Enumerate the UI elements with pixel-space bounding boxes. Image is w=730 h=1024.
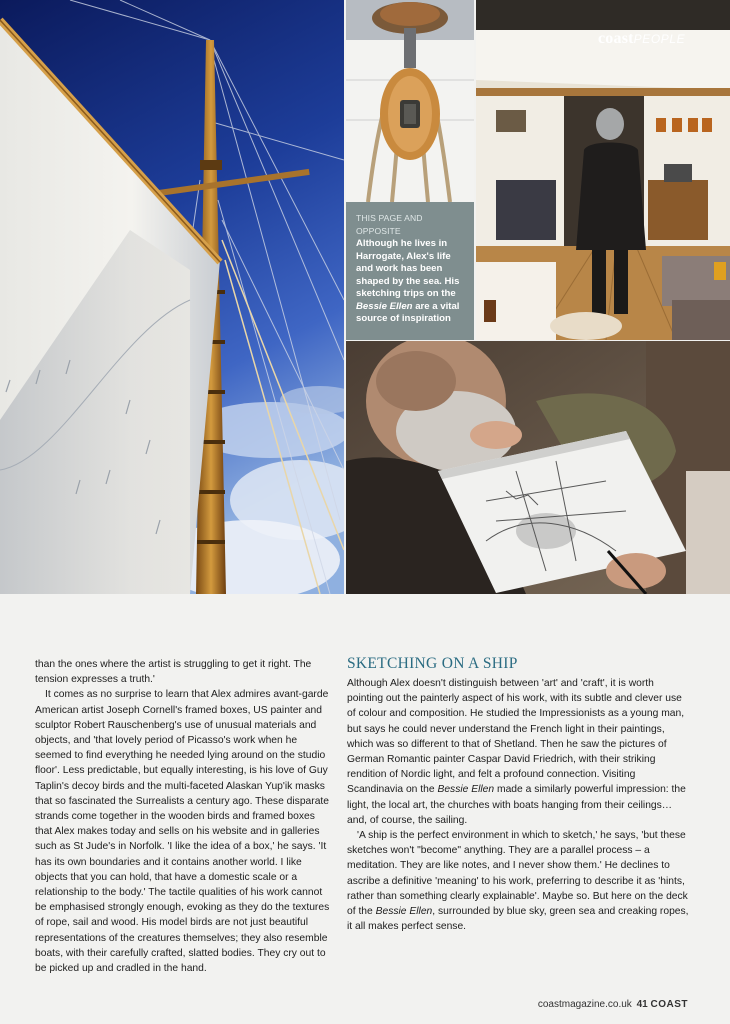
right-paragraph-2 [347, 828, 689, 934]
caption-heading: THIS PAGE AND OPPOSITE [356, 213, 423, 236]
left-paragraph-2: It comes as no surprise to learn that Alex admires avant-garde American artist Joseph Cornell's framed boxes, US painter and sculptor Robert Rauschenberg's use of unusual materials and objects, and 'that lovely period of Picasso's work when he seemed to find everything he needed lying around on the studio floor'. Less predictable, but equally interesting, is his love of Guy Taplin's decoy birds and the multi-faceted Alaskan Yup'ik masks that so fascinated the Surrealists a century ago. These disparate strands come together in the wooden birds and framed boxes that Alex makes today and sells on his website and in galleries such as St Jude's in Norfolk. 'I like the idea of a box,' he says. 'It has its own boundaries and it contains another world. I like objects that you can hold, that have a domestic scale or a relationship to the body.' The tactile qualities of his work cannot be emphasised strongly enough, evoking as they do the textures of rope, sail and wood. His model birds are not just beautiful representations of the creatures themselves; they also resemble boats, with their carefully crafted, slatted bodies. They cry out to be picked up and cradled in the hand. [35, 689, 330, 975]
page-footer [538, 999, 688, 1010]
caption-text [356, 238, 466, 326]
section-heading: SKETCHING ON A SHIP [347, 655, 518, 672]
section-tag-section: PEOPLE [633, 32, 686, 46]
right-p2-ship-name: Bessie Ellen [375, 906, 433, 918]
right-p2-text-b: , surrounded by blue sky, green sea and creaking ropes, it all makes perfect sense. [347, 906, 689, 933]
caption-line-1: Although he lives in Harrogate, Alex's life and work has been shaped by the sea. His sketching trips on the [356, 238, 460, 299]
section-tag-brand: coast [598, 30, 634, 47]
sail-mast-photo [0, 0, 344, 594]
article-right-column [347, 676, 689, 934]
footer-magazine-name: COAST [650, 999, 688, 1010]
caption-ship-name: Bessie Ellen [356, 300, 413, 312]
right-p1-ship-name: Bessie Ellen [437, 784, 495, 796]
right-paragraph-1 [347, 676, 689, 828]
page-number: 41 [636, 999, 648, 1010]
footer-website: coastmagazine.co.uk [537, 999, 632, 1010]
article-left-column [35, 657, 331, 976]
caption-line-2: are a vital source of inspiration [356, 300, 460, 324]
cabin-interior-photo [476, 0, 730, 340]
left-paragraph-1: than the ones where the artist is struggling to get it right. The tension expresses a truth.' [35, 659, 312, 686]
sketching-photo [346, 341, 730, 594]
right-p1-text-a: Although Alex doesn't distinguish between 'art' and 'craft', it is worth pointing out the painterly aspect of his work, with its subtle and clever use of colour and composition. He studied the Impressionists as a young man, but says he could never understand the French light in their paintings, which was so different to that of Shetland. Then he saw the pictures of German Romantic painter Caspar David Friedrich, with their striking rendition of Nordic light, and felt a profound connection. Visiting Scandinavia on the [347, 678, 685, 796]
photo-caption [346, 202, 474, 340]
pulley-photo [346, 0, 474, 202]
right-p2-text-a: 'A ship is the perfect environment in which to sketch,' he says, 'but these sketches won't "become" anything. They are a parallel process – a meditation. They are like notes, and I never show them.' He declines to ascribe a definitive 'meaning' to his work, preferring to describe it as 'hints, rather than something clearly explainable'. Maybe so. But here on the deck of the [347, 830, 688, 918]
right-p1-text-b: made a similarly powerful impression: the light, the local art, the churches with boats hanging from their ceilings… and, of course, the sailing. [347, 784, 686, 826]
section-tag [598, 30, 685, 48]
